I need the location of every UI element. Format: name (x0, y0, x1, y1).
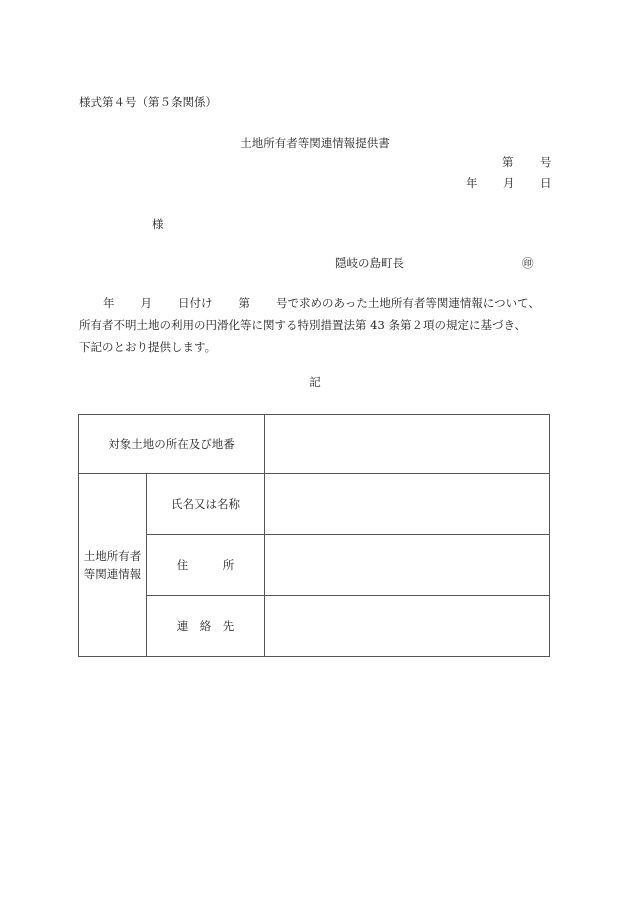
owner-contact-value[interactable] (265, 596, 550, 657)
body-line-1 (79, 298, 540, 310)
reference-no-label: 第 (502, 155, 514, 169)
owner-info-group-label (79, 474, 147, 657)
body-line-3: 下記のとおり提供します。 (79, 340, 217, 354)
land-info-table (78, 414, 550, 657)
date-month-label: 月 (503, 176, 515, 190)
seal-mark: ㊞ (522, 256, 534, 270)
date-year-label: 年 (466, 176, 478, 190)
body-request-text: 号で求めのあった土地所有者等関連情報について、 (276, 296, 540, 310)
owner-address-label: 住 所 (147, 535, 265, 596)
owner-name-value[interactable] (265, 474, 550, 535)
table-row-name (79, 474, 550, 535)
target-land-label: 対象土地の所在及び地番 (79, 415, 265, 474)
owner-info-group-label-line1: 土地所有者 (83, 548, 142, 563)
table-row-address (79, 535, 550, 596)
document-title (0, 138, 630, 150)
owner-address-value[interactable] (265, 535, 550, 596)
issuer-name: 隠岐の島町長 (335, 256, 404, 270)
addressee-honorific: 様 (152, 217, 164, 231)
body-no: 第 (238, 296, 250, 310)
table-row-contact (79, 596, 550, 657)
reference-go-label: 号 (540, 155, 552, 169)
body-year: 年 (103, 296, 115, 310)
body-line-2: 所有者不明土地の利用の円滑化等に関する特別措置法第 43 条第２項の規定に基づき、 (79, 318, 526, 332)
target-land-value[interactable] (265, 415, 550, 474)
document-title-text: 土地所有者等関連情報提供書 (240, 136, 390, 150)
form-number: 様式第４号（第５条関係） (79, 95, 217, 109)
body-month: 月 (140, 296, 152, 310)
body-day-dated: 日付け (178, 296, 213, 310)
owner-name-label: 氏名又は名称 (147, 474, 265, 535)
owner-contact-label: 連 絡 先 (147, 596, 265, 657)
table-row-target-land (79, 415, 550, 474)
date-day-label: 日 (540, 176, 552, 190)
owner-info-group-label-line2: 等関連情報 (83, 567, 142, 581)
ki-heading: 記 (309, 375, 321, 389)
